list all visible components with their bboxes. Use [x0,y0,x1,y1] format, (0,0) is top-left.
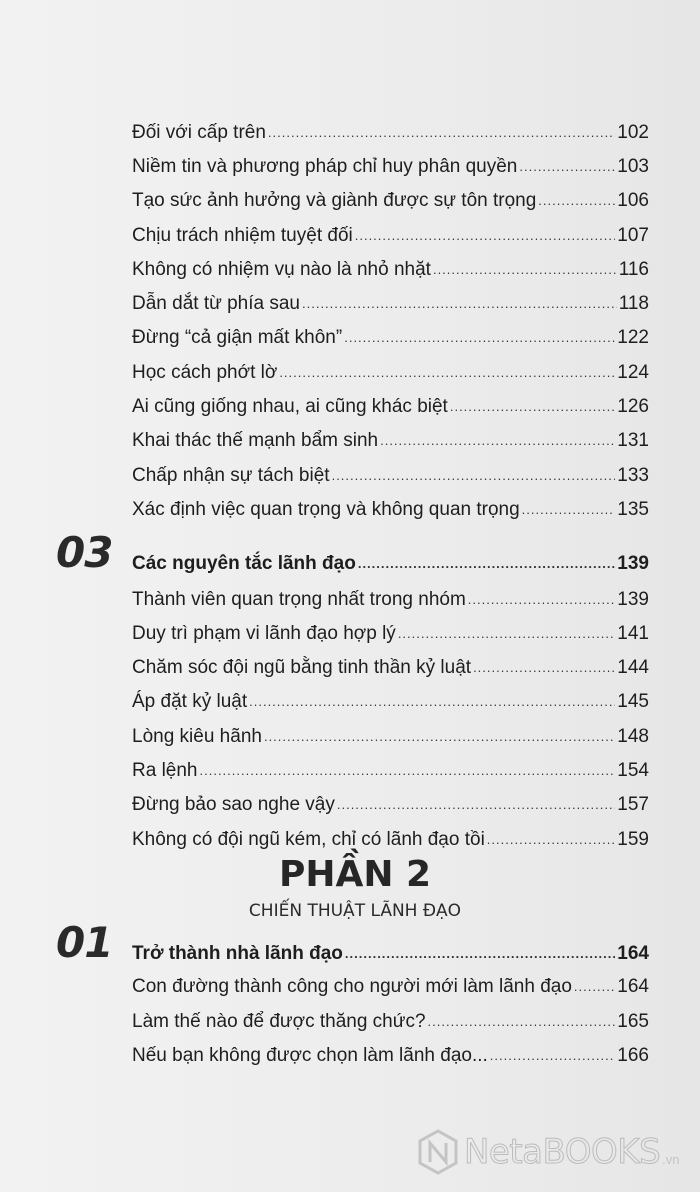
toc-entry-title: Không có nhiệm vụ nào là nhỏ nhặt [132,259,431,280]
toc-entry [132,492,649,522]
toc-entry [132,252,649,282]
toc-entry-page: 141 [617,623,649,644]
chapter-heading-title: Các nguyên tắc lãnh đạo [132,553,356,574]
toc-entry-page: 107 [617,225,649,246]
chapter-heading-title: Trở thành nhà lãnh đạo [132,943,343,964]
toc-entry-title: Xác định việc quan trọng và không quan trọng [132,499,520,520]
toc-entry-page: 154 [617,760,649,781]
toc-entry [132,684,649,714]
dot-leader [358,557,615,571]
toc-entry-title: Thành viên quan trọng nhất trong nhóm [132,589,466,610]
dot-leader [519,160,615,174]
toc-entry [132,458,649,488]
toc-entry [132,787,649,817]
toc-entry-page: 159 [617,829,649,850]
dot-leader [332,469,616,483]
toc-entry-title: Học cách phớt lờ [132,362,278,383]
toc-entry-title: Đừng “cả giận mất khôn” [132,327,343,348]
toc-entry-page: 131 [617,430,649,451]
dot-leader [302,297,617,311]
dot-leader [487,833,616,847]
toc-entry [132,753,649,783]
toc-entry-page: 157 [617,794,649,815]
toc-entry-title: Đối với cấp trên [132,122,266,143]
toc-entry-title: Con đường thành công cho người mới làm lãnh đạo [132,976,572,997]
toc-entry [132,423,649,453]
toc-entry-title: Làm thế nào để được thăng chức? [132,1011,426,1032]
toc-entry-title: Lòng kiêu hãnh [132,726,262,747]
toc-entry-title: Dẫn dắt từ phía sau [132,293,300,314]
dot-leader [398,627,615,641]
chapter-heading [132,546,649,576]
dot-leader [279,366,615,380]
toc-entry [132,320,649,350]
dot-leader [538,194,615,208]
toc-entry-page: 166 [617,1045,649,1066]
dot-leader [574,980,615,994]
toc-entry-title: Khai thác thế mạnh bẩm sinh [132,430,379,451]
chapter-heading-page: 139 [617,553,649,574]
watermark-brand: NetaBOOKS [464,1132,661,1172]
dot-leader [473,661,615,675]
chapter-number: 01 [56,918,113,967]
toc-entry-page: 116 [618,259,649,280]
toc-entry-title: Ra lệnh [132,760,198,781]
toc-entry [132,822,649,852]
toc-entry-page: 106 [617,190,649,211]
dot-leader [268,126,615,140]
toc-entry-title: Ai cũng giống nhau, ai cũng khác biệt [132,396,448,417]
toc-entry [132,149,649,179]
toc-entry [132,582,649,612]
dot-leader [468,593,616,607]
toc-entry-page: 122 [617,327,649,348]
netabooks-watermark [418,1122,680,1182]
dot-leader [428,1015,616,1029]
watermark-tld: .vn [662,1151,680,1167]
toc-entry [132,286,649,316]
toc-entry-page: 118 [618,293,649,314]
toc-entry-title: Nếu bạn không được chọn làm lãnh đạo... [132,1045,488,1066]
part-subtitle: CHIẾN THUẬT LÃNH ĐẠO [248,901,462,921]
dot-leader [345,947,615,961]
toc-entry [132,183,649,213]
toc-entry-title: Niềm tin và phương pháp chỉ huy phân quyền [132,156,518,177]
dot-leader [249,695,615,709]
toc-entry [132,650,649,680]
dot-leader [490,1049,616,1063]
toc-entry-title: Chăm sóc đội ngũ bằng tinh thần kỷ luật [132,657,472,678]
toc-entry [132,1038,649,1068]
dot-leader [433,263,617,277]
part-title: PHẦN 2 [278,854,432,895]
toc-entry [132,969,649,999]
toc-entry-page: 133 [617,465,649,486]
dot-leader [355,229,616,243]
toc-entry [132,389,649,419]
toc-entry-title: Đừng bảo sao nghe vậy [132,794,335,815]
toc-entry-page: 126 [617,396,649,417]
chapter-heading-page: 164 [617,943,649,964]
dot-leader [522,503,616,517]
toc-entry-title: Chịu trách nhiệm tuyệt đối [132,225,353,246]
toc-entry-page: 139 [617,589,649,610]
toc-entry-page: 124 [617,362,649,383]
dot-leader [337,798,615,812]
toc-entry [132,1004,649,1034]
toc-entry [132,616,649,646]
toc-entry-page: 164 [617,976,649,997]
dot-leader [450,400,615,414]
toc-entry [132,719,649,749]
dot-leader [264,730,615,744]
toc-entry-page: 145 [617,691,649,712]
toc-entry [132,355,649,385]
chapter-number: 03 [56,528,113,577]
toc-entry [132,218,649,248]
toc-entry-title: Duy trì phạm vi lãnh đạo hợp lý [132,623,396,644]
toc-entry-page: 144 [617,657,649,678]
toc-entry-page: 165 [617,1011,649,1032]
toc-entry-page: 103 [617,156,649,177]
dot-leader [380,434,615,448]
toc-entry-title: Áp đặt kỷ luật [132,691,248,712]
toc-entry-page: 102 [617,122,649,143]
toc-entry [132,115,649,145]
toc-entry-title: Chấp nhận sự tách biệt [132,465,330,486]
hexagon-n-logo-icon [418,1129,458,1175]
dot-leader [344,331,615,345]
toc-entry-page: 148 [617,726,649,747]
chapter-heading [132,936,649,966]
toc-entry-title: Tạo sức ảnh hưởng và giành được sự tôn trọng [132,190,537,211]
toc-entry-page: 135 [617,499,649,520]
dot-leader [200,764,616,778]
toc-entry-title: Không có đội ngũ kém, chỉ có lãnh đạo tồi [132,829,485,850]
